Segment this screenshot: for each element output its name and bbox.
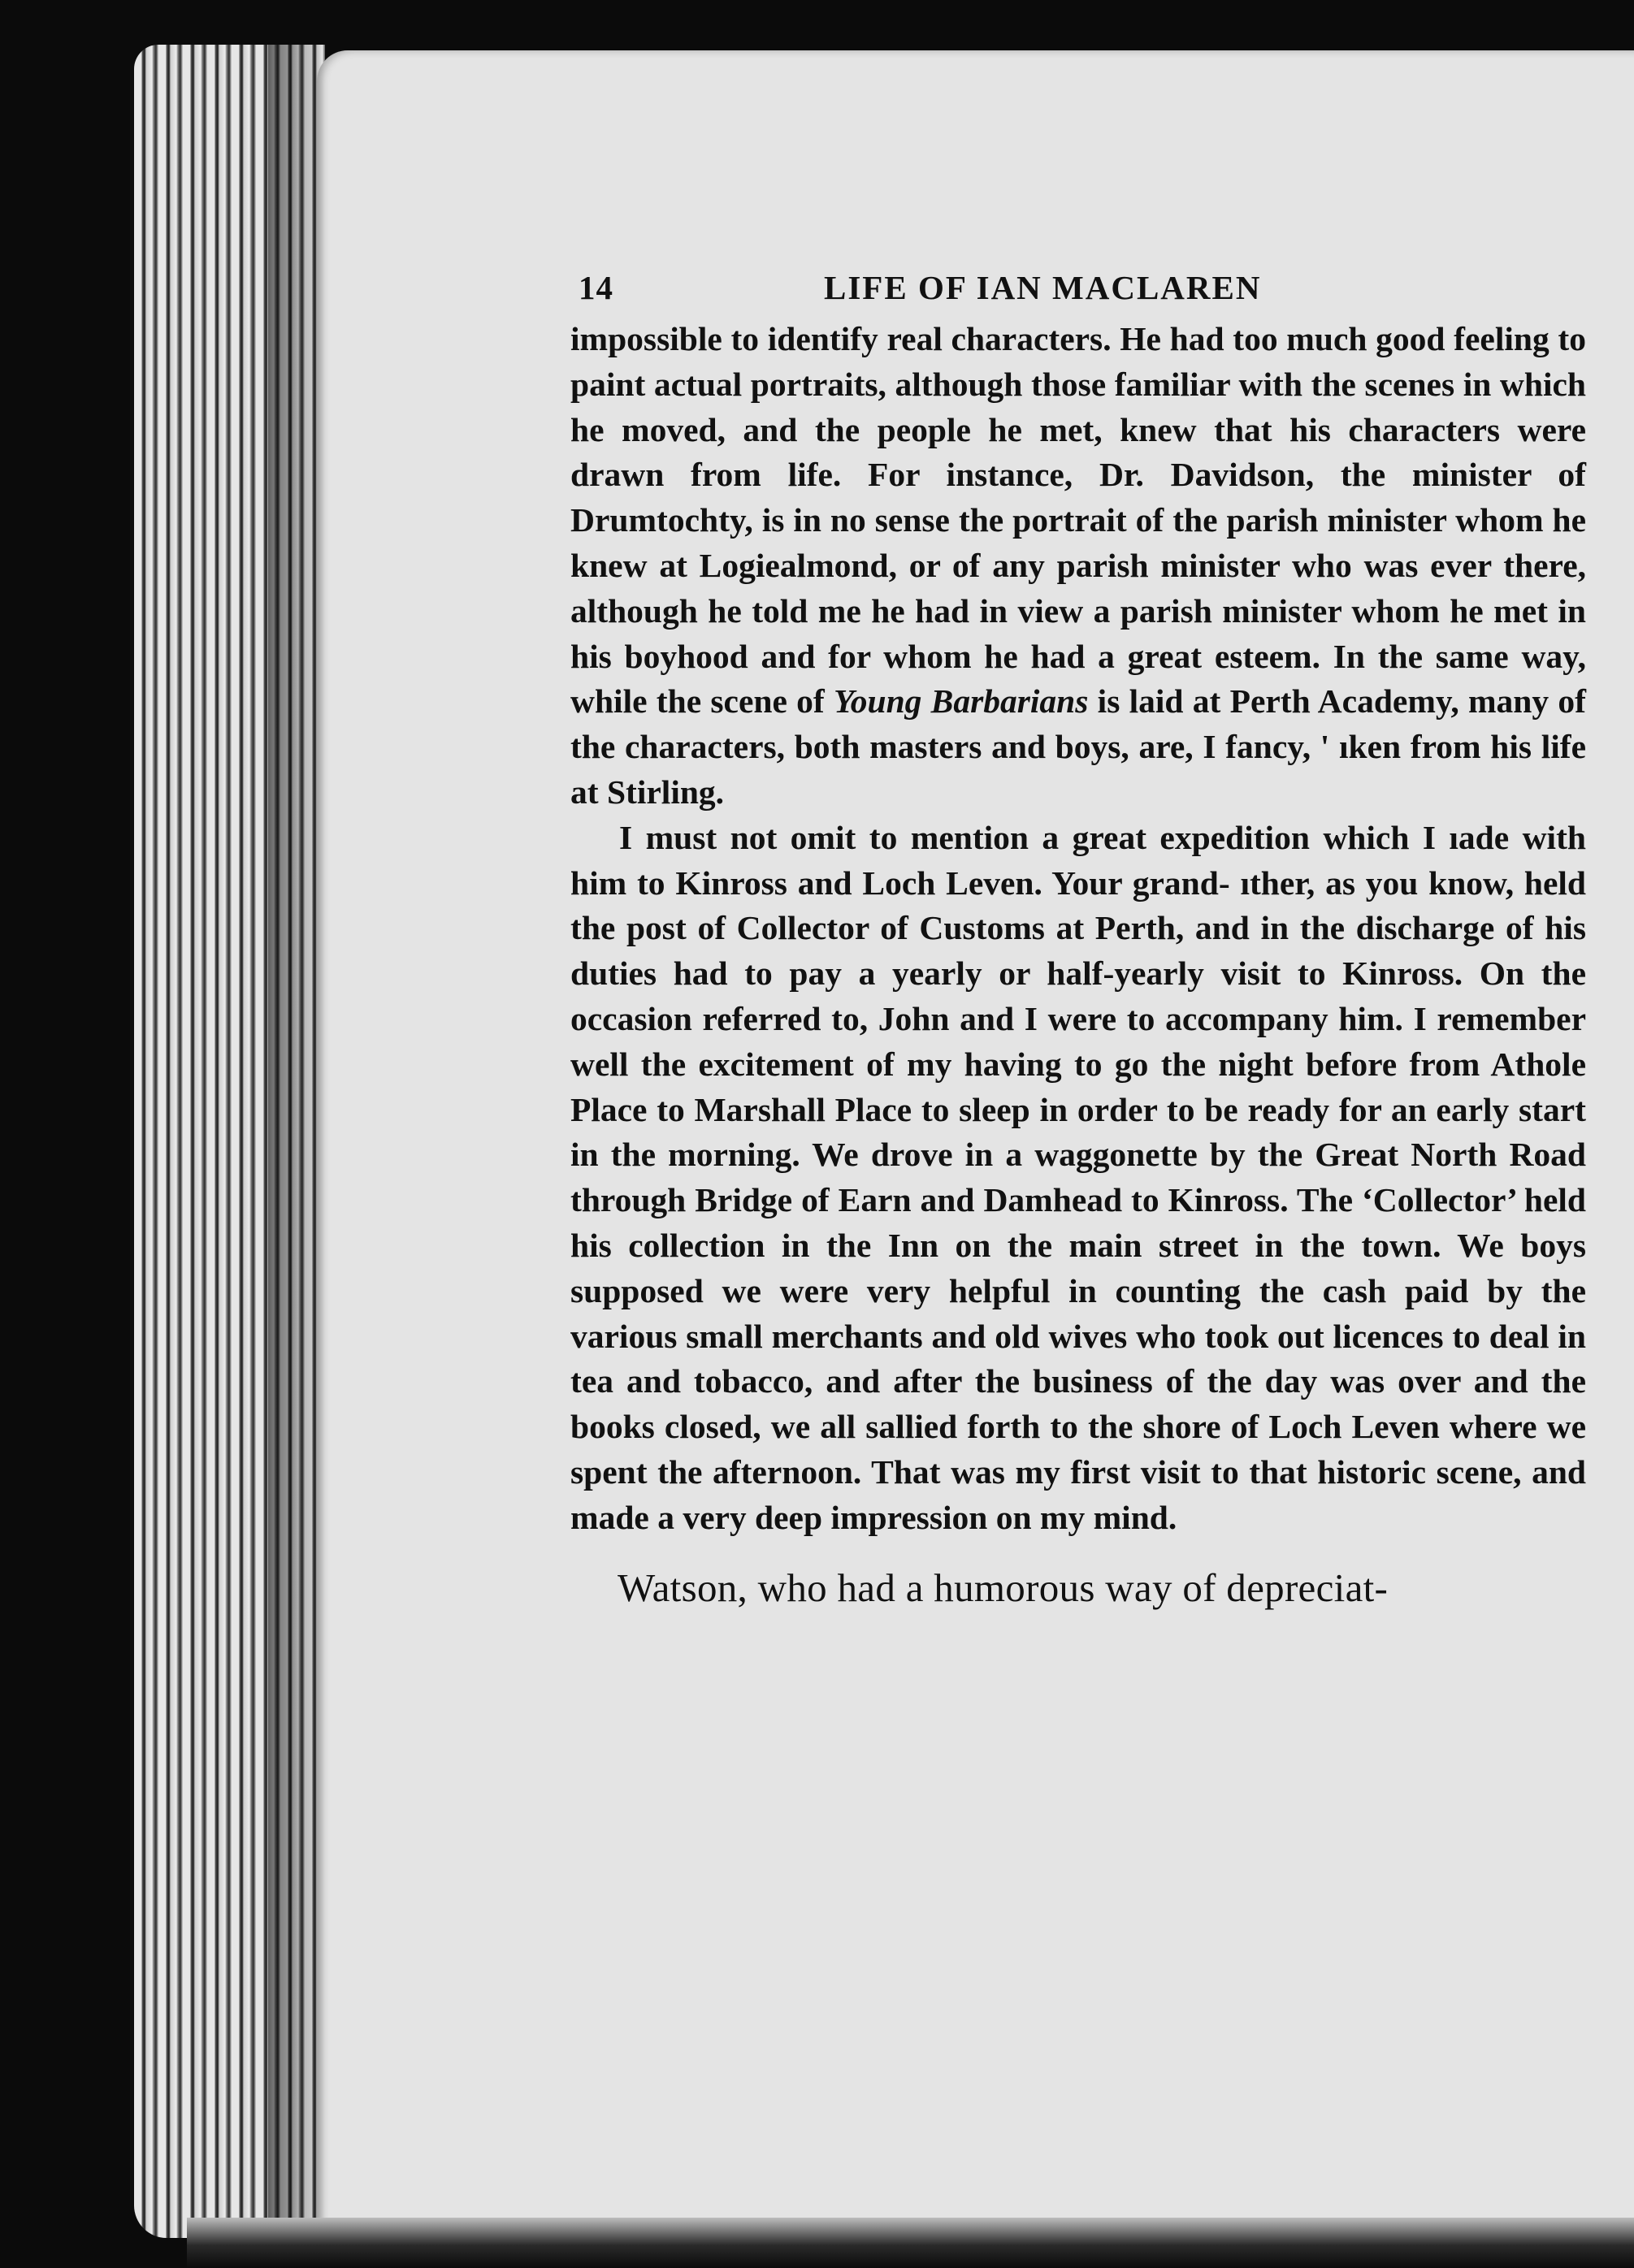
gutter-shadow — [268, 45, 325, 2238]
page-number: 14 — [579, 269, 613, 306]
continuation-line: Watson, who had a humorous way of depreciat- — [618, 1565, 1389, 1610]
paragraph: I must not omit to mention a great expedition which I ıade with him to Kinross and Loch Leven. Your grand- ıther, as you know, held the post of Collector of Customs at Perth, and in the discharge of his duties had to pay a yearly or half-yearly visit to Kinross. On the occasion referred to, John and I were to accompany him. I remember well the excitement of my having to go the night before from Athole Place to Marshall Place to sleep in order to be ready for an early start in the morning. We drove in a waggonette by the Great North Road through Bridge of Earn and Damhead to Kinross. The ‘Collector’ held his collection in the Inn on the main street in the town. We boys supposed we were very helpful in counting the cash paid by the various small merchants and old wives who took out licences to deal in tea and tobacco, and after the business of the day was over and the books closed, we all sallied forth to the shore of Loch Leven where we spent the afternoon. That was my first visit to that historic scene, and made a very deep impression on my mind. — [570, 818, 1586, 1536]
running-head-title: LIFE OF IAN MACLAREN — [824, 269, 1262, 306]
body-text — [570, 317, 1586, 1541]
paragraph-text: is laid at Perth Academy, many of the characters, both masters and boys, are, I fancy, ' ıken from his life at Stirling. — [570, 682, 1586, 811]
paragraph — [570, 317, 1586, 816]
paragraph-text: impossible to identify real characters. He had too much good feeling to paint actual portraits, although those familiar with the scenes in which he moved, and the people he met, knew that his characters were drawn from life. For instance, Dr. Davidson, the minister of Drumtochty, is in no sense the portrait of the parish minister whom he knew at Logiealmond, or of any parish minister who was ever there, although he told me he had in view a parish minister whom he met in his boyhood and for whom he had a great esteem. In the same way, while the scene of — [570, 320, 1586, 721]
page-bottom-edge — [187, 2218, 1634, 2268]
running-head — [570, 268, 1586, 317]
book-title-italic: Young Barbarians — [833, 682, 1089, 721]
text-block — [570, 268, 1586, 1612]
